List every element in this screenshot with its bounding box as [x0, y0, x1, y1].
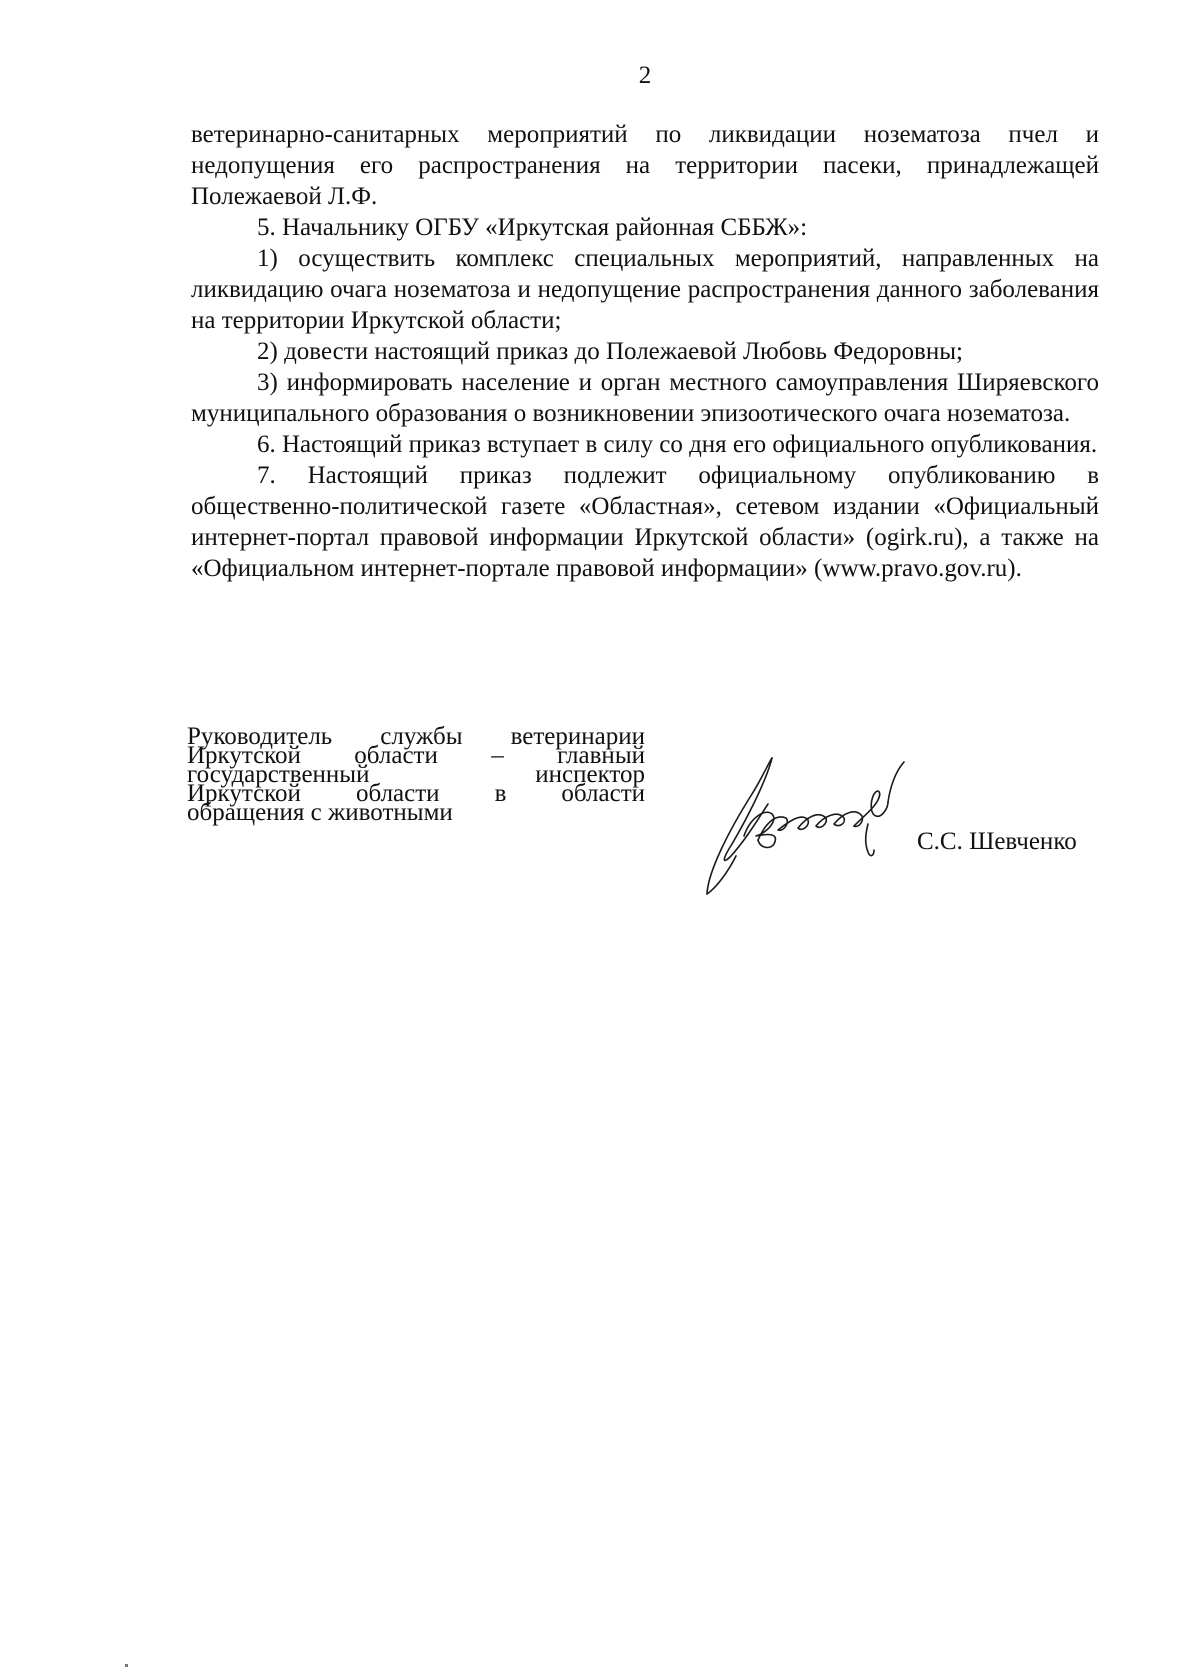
paragraph-subitem-2: 2) довести настоящий приказ до Полежаевой Любовь Федоровны; — [257, 338, 963, 365]
paragraph-item-6: 6. Настоящий приказ вступает в силу со дня его официального опубликования. — [257, 431, 1098, 458]
paragraph-subitem-1: 1) осуществить комплекс специальных мероприятий, направленных на ликвидацию очага нозематоза и недопущение распространения данного заболевания на территории Иркутской области; — [191, 245, 1099, 334]
paragraph-continuation: ветеринарно-санитарных мероприятий по ликвидации нозематоза пчел и недопущения его распространения на территории пасеки, принадлежащей Полежаевой Л.Ф. — [191, 121, 1099, 210]
position-line: Руководитель службы ветеринарии — [187, 723, 645, 750]
paragraph-subitem-3: 3) информировать население и орган местного самоуправления Ширяевского муниципального образования о возникновении эпизоотического очага нозематоза. — [191, 369, 1099, 427]
document-body — [191, 119, 1099, 584]
scan-artifact — [125, 1664, 128, 1667]
position-line: государственный инспектор — [187, 761, 645, 788]
handwritten-signature — [692, 752, 942, 902]
page-number: 2 — [638, 62, 652, 89]
signatory-position — [187, 723, 645, 826]
signer-name: С.С. Шевченко — [917, 828, 1077, 855]
paragraph-item-5: 5. Начальнику ОГБУ «Иркутская районная СББЖ»: — [257, 214, 808, 241]
position-line: Иркутской области – главный — [187, 742, 645, 769]
position-line: обращения с животными — [187, 799, 453, 826]
paragraph-item-7: 7. Настоящий приказ подлежит официальному опубликованию в общественно-политической газете «Областная», сетевом издании «Официальный интернет-портал правовой информации Иркутской области» (ogirk.ru), а также на «Официальном интернет-портале правовой информации» (www.pravo.gov.ru). — [191, 462, 1099, 582]
position-line: Иркутской области в области — [187, 780, 645, 807]
